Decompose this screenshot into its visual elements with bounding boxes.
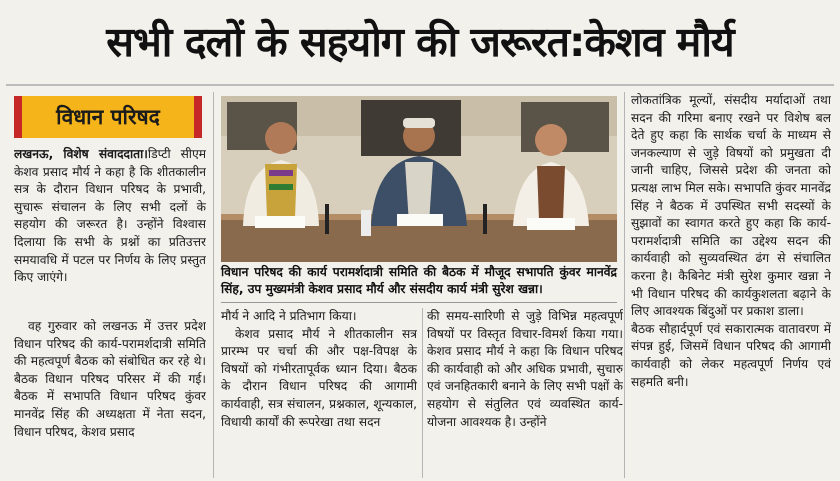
- caption-rule: [221, 302, 617, 303]
- article-column-2: [221, 308, 417, 478]
- article-paragraph-5: की समय-सारिणी से जुड़े विभिन्न महत्वपूर्ण विषयों पर विस्तृत विचार-विमर्श किया गया। केशव प्रसाद मौर्य ने कहा कि विधान परिषद की कार्यवाही को और अधिक प्रभावी, सुचारु एवं जनहितकारी बनाने के लिए सभी पक्षों के सहयोग से संतुलित एवं व्यवस्थित कार्य-योजना आवश्यक है। उन्होंने: [427, 309, 623, 429]
- article-paragraph-3: मौर्य ने आदि ने प्रतिभाग किया।: [221, 309, 357, 323]
- dateline: लखनऊ, विशेष संवाददाता।: [14, 147, 148, 161]
- article-column-4: [631, 92, 831, 478]
- section-tag: विधान परिषद: [14, 96, 202, 138]
- article-column-1-continued: [14, 318, 206, 478]
- article-text-1: डिप्टी सीएम केशव प्रसाद मौर्य ने कहा है कि शीतकालीन सत्र के दौरान विधान परिषद के प्रभावी, सुचारू संचालन के लिए सभी दलों के सहयोग की जरूरत है। उन्होंने विश्वास दिलाया कि सभी के प्रश्नों का प्रतिउत्तर समयावधि में पटल पर निर्णय के लिए प्रस्तुत किए जाएंगे।: [14, 147, 206, 285]
- column-divider: [624, 92, 625, 478]
- article-paragraph-7: बैठक सौहार्दपूर्ण एवं सकारात्मक वातावरण में संपन्न हुई, जिसमें विधान परिषद की आगामी कार्यवाही को लेकर महत्वपूर्ण निर्णय एवं सहमति बनी।: [631, 321, 831, 389]
- article-paragraph-1: [14, 146, 206, 287]
- column-divider: [213, 92, 214, 478]
- headline: सभी दलों के सहयोग की जरूरत:केशव मौर्य: [106, 18, 734, 66]
- article-paragraph-2: वह गुरुवार को लखनऊ में उत्तर प्रदेश विधान परिषद की कार्य-परामर्शदात्री समिति की महत्वपूर्ण बैठक को संबोधित कर रहे थे। बैठक विधान परिषद परिसर में की गई। बैठक में सभापति विधान परिषद कुंवर मानवेंद्र सिंह की अध्यक्षता में नेता सदन, विधान परिषद, केशव प्रसाद: [14, 319, 206, 439]
- article-paragraph-6: लोकतांत्रिक मूल्यों, संसदीय मर्यादाओं तथा सदन की गरिमा बनाए रखने पर विशेष बल देते हुए कहा कि सार्थक चर्चा के माध्यम से जनकल्याण से जुड़े विषयों को प्रमुखता दी जानी चाहिए, जिससे प्रदेश की जनता को प्रत्यक्ष लाभ मिल सके। सभापति कुंवर मानवेंद्र सिंह ने बैठक में उपस्थित सभी सदस्यों के सुझावों का स्वागत करते हुए कहा कि कार्य-परामर्शदात्री समिति का उद्देश्य सदन की कार्यवाही को सुव्यवस्थित ढंग से संचालित करना है। कैबिनेट मंत्री सुरेश कुमार खन्ना ने भी विधान परिषद की कार्यकुशलता बढ़ाने के लिए आवश्यक बिंदुओं पर प्रकाश डाला।: [631, 93, 831, 319]
- column-divider: [422, 308, 423, 478]
- article-paragraph-4: केशव प्रसाद मौर्य ने शीतकालीन सत्र प्रारम्भ पर चर्चा की और पक्ष-विपक्ष के विषयों को गंभीरतापूर्वक ध्यान दिया। बैठक के दौरान विधान परिषद की आगामी कार्यवाही, सत्र संचालन, प्रश्नकाल, शून्यकाल, विधायी कार्यों की रूपरेखा तथा सदन: [221, 326, 417, 429]
- meeting-photo-illustration: [221, 96, 617, 262]
- photo-caption: विधान परिषद की कार्य परामर्शदात्री समिति की बैठक में मौजूद सभापति कुंवर मानवेंद्र सिंह, उप मुख्यमंत्री केशव प्रसाद मौर्य और संसदीय कार्य मंत्री सुरेश खन्ना।: [221, 265, 617, 296]
- headline-rule: [6, 84, 834, 86]
- article-column-1: [14, 146, 206, 326]
- article-column-3: [427, 308, 623, 478]
- news-photo: [221, 96, 617, 262]
